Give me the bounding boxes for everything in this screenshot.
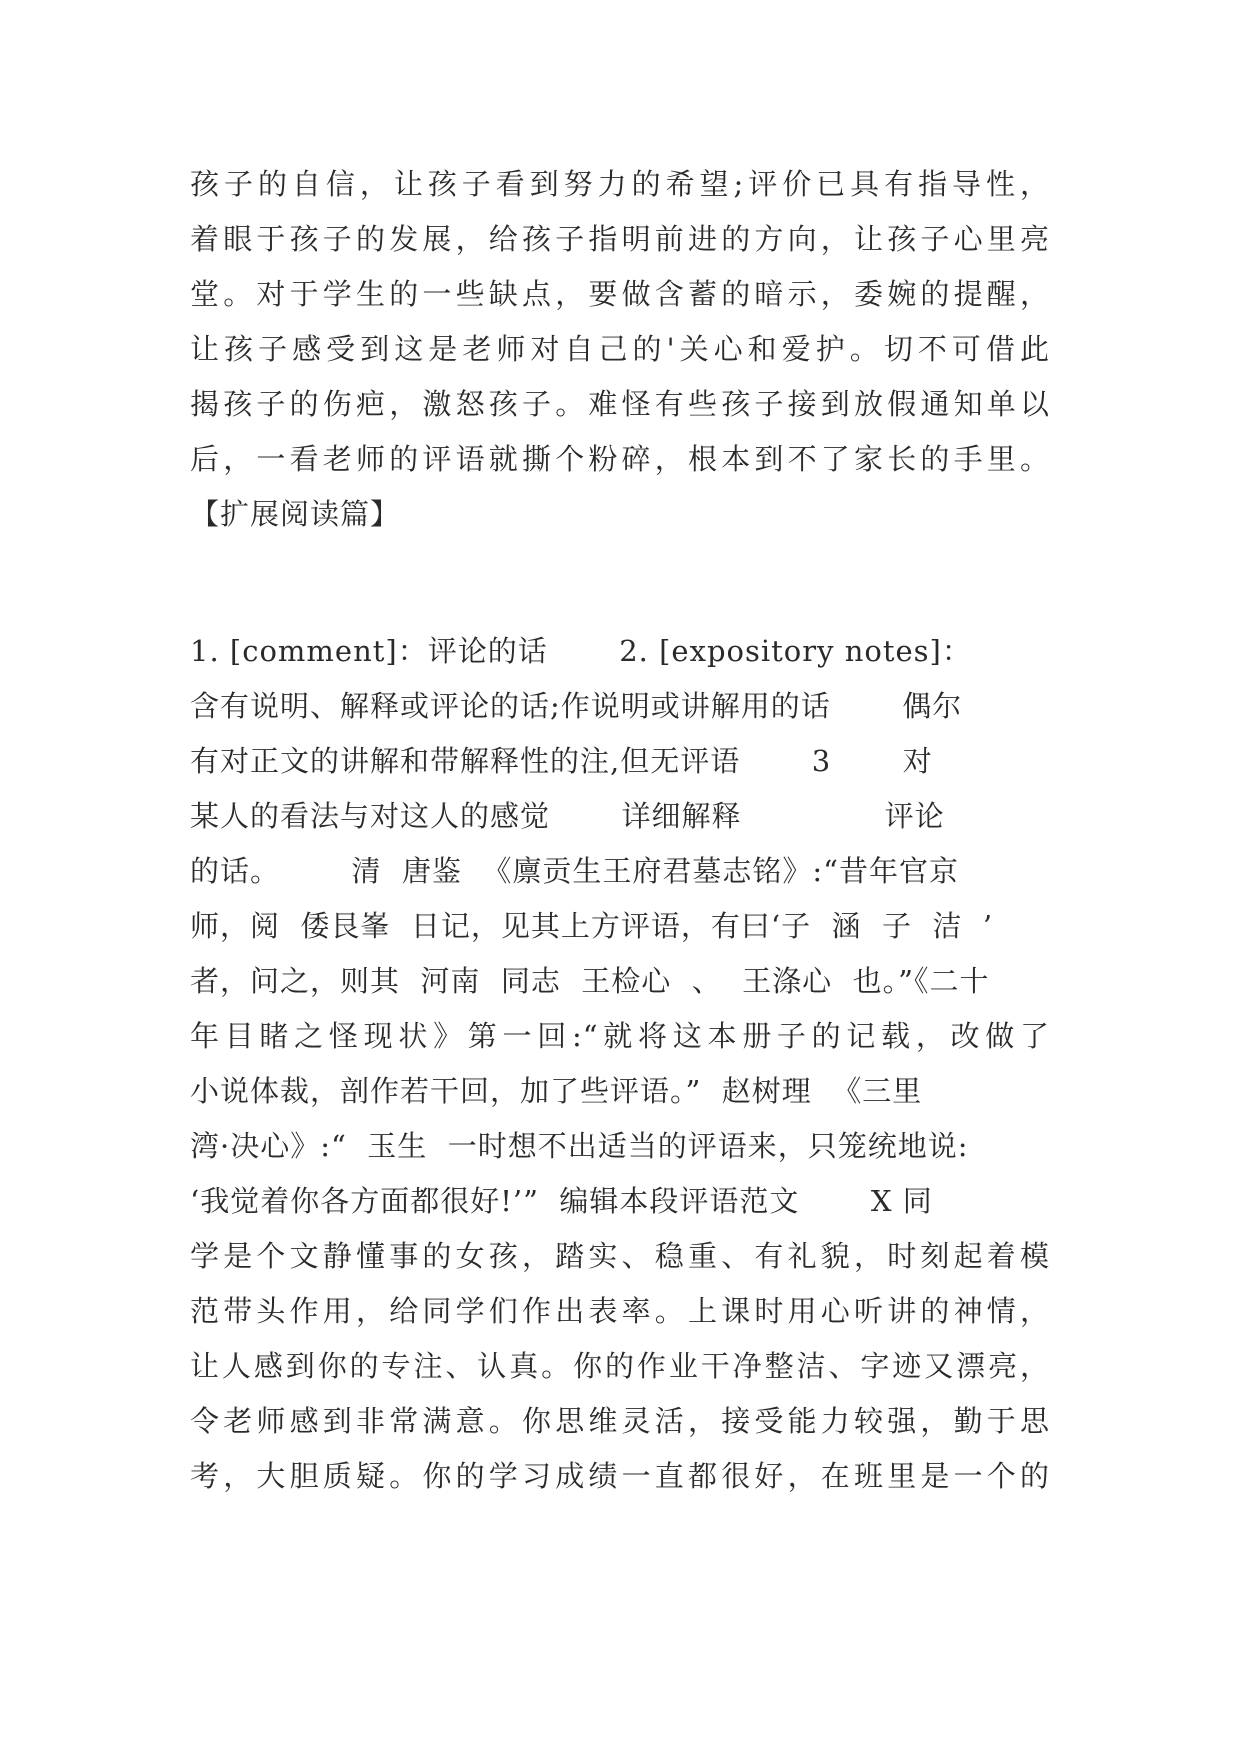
- text-line: 揭孩子的伤疤，激怒孩子。难怪有些孩子接到放假通知单以: [190, 387, 1050, 421]
- section-heading: 【扩展阅读篇】: [190, 497, 401, 531]
- text-line: 的话。 清 唐鉴 《廪贡生王府君墓志铭》:“昔年官京: [190, 854, 959, 888]
- text-line: 1. [comment]：评论的话 2. [expository notes]：: [190, 634, 972, 668]
- text-line: 小说体裁，剖作若干回，加了些评语。” 赵树理 《三里: [190, 1074, 923, 1108]
- text-line: 有对正文的讲解和带解释性的注,但无评语 3 对: [190, 744, 933, 778]
- text-line: 让人感到你的专注、认真。你的作业干净整洁、字迹又漂亮，: [190, 1349, 1050, 1383]
- text-line: ‘我觉着你各方面都很好!’” 编辑本段评语范文 X 同: [190, 1184, 933, 1218]
- text-line: 让孩子感受到这是老师对自己的'关心和爱护。切不可借此: [190, 332, 1050, 366]
- text-line: 者，问之，则其 河南 同志 王检心 、 王涤心 也。”《二十: [190, 964, 990, 998]
- text-line: 某人的看法与对这人的感觉 详细解释 评论: [190, 799, 945, 833]
- text-line: 令老师感到非常满意。你思维灵活，接受能力较强，勤于思: [190, 1404, 1050, 1438]
- text-line: 师，阅 倭艮峯 日记，见其上方评语，有曰‘子 涵 子 洁 ’: [190, 909, 994, 943]
- text-line: 考，大胆质疑。你的学习成绩一直都很好，在班里是一个的: [190, 1459, 1050, 1493]
- text-line: 湾·决心》:“ 玉生 一时想不出适当的评语来，只笼统地说:: [190, 1129, 969, 1163]
- text-line: 学是个文静懂事的女孩，踏实、稳重、有礼貌，时刻起着模: [190, 1239, 1050, 1273]
- text-line: 着眼于孩子的发展，给孩子指明前进的方向，让孩子心里亮: [190, 222, 1050, 256]
- text-line: 范带头作用，给同学们作出表率。上课时用心听讲的神情，: [190, 1294, 1050, 1328]
- text-line: 后，一看老师的评语就撕个粉碎，根本到不了家长的手里。: [190, 442, 1050, 476]
- text-line: 含有说明、解释或评论的话;作说明或讲解用的话 偶尔: [190, 689, 963, 723]
- text-line: 孩子的自信，让孩子看到努力的希望;评价已具有指导性，: [190, 167, 1050, 201]
- text-line: 年目睹之怪现状》第一回:“就将这本册子的记载，改做了: [190, 1019, 1050, 1053]
- text-line: 堂。对于学生的一些缺点，要做含蓄的暗示，委婉的提醒，: [190, 277, 1050, 311]
